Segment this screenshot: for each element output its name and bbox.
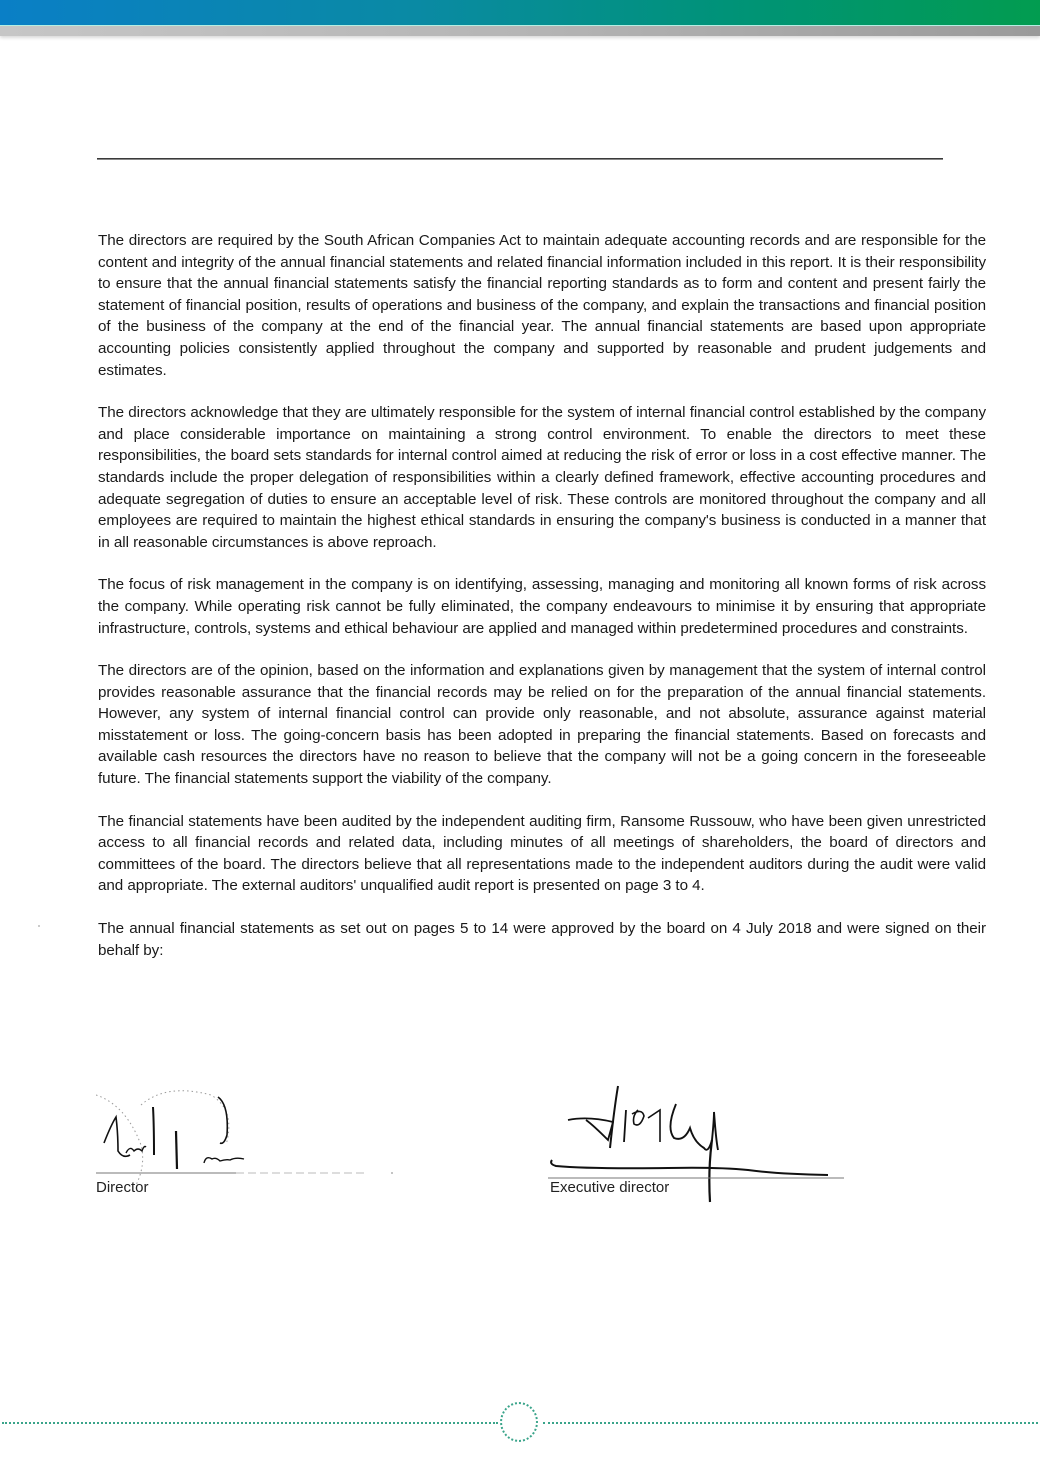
footer-ring-icon [500,1402,538,1442]
signature-block-executive-director [548,1080,848,1210]
paragraph-going-concern: The directors are of the opinion, based on the information and explanations given by management that the system of internal control provides reasonable assurance that the financial records may be relied on for the preparation of the annual financial statements. However, any system of internal financial control can provide only reasonable, and not absolute, assurance against material misstatement or loss. The going-concern basis has been adopted in preparing the financial statements. Based on forecasts and available cash resources the directors have no reason to believe that the company will not be a going concern in the foreseeable future. The financial statements support the viability of the company. [98,662,986,788]
footer-dotted-line-left [2,1422,498,1424]
scan-artifact-dot [38,925,40,927]
document-body [98,230,986,982]
signature-block-director [96,1085,401,1200]
paragraph-risk-management: The focus of risk management in the company is on identifying, assessing, managing and monitoring all known forms of risk across the company. While operating risk cannot be fully eliminated, the company endeavours to minimise it by ensuring that appropriate infrastructure, controls, systems and ethical behaviour are applied and managed within predetermined procedures and constraints. [98,576,986,637]
signature-director-icon [96,1085,401,1185]
signature-caption-executive-director: Executive director [550,1179,670,1196]
paragraph-audit: The financial statements have been audited by the independent auditing firm, Ransome Russouw, who have been given unrestricted access to all financial records and related data, including minutes of all meetings of shareholders, the board of directors and committees of the board. The directors believe that all representations made to the independent auditors during the audit were valid and appropriate. The external auditors' unqualified audit report is presented on page 3 to 4. [98,812,986,895]
paragraph-responsibility: The directors are required by the South African Companies Act to maintain adequate accounting records and are responsible for the content and integrity of the annual financial statements and related financial information included in this report. It is their responsibility to ensure that the annual financial statements satisfy the financial reporting standards as to form and content and present fairly the statement of financial position, results of operations and business of the company, and explain the transactions and financial position of the business of the company at the end of the financial year. The annual financial statements are based upon appropriate accounting policies consistently applied throughout the company and supported by reasonable and prudent judgements and estimates. [98,232,986,379]
footer-dotted-line-right [543,1422,1038,1424]
title-rule [97,158,943,160]
header-grey-bar [0,26,1040,36]
paragraph-internal-control: The directors acknowledge that they are ultimately responsible for the system of internal financial control established by the company and place considerable importance on maintaining a strong control environment. To enable the directors to meet these responsibilities, the board sets standards for internal control aimed at reducing the risk of error or loss in a cost effective manner. The standards include the proper delegation of responsibilities within a clearly defined framework, effective accounting procedures and adequate segregation of duties to ensure an acceptable level of risk. These controls are monitored throughout the company and all employees are required to maintain the highest ethical standards in ensuring the company's business is conducted in a manner that in all reasonable circumstances is above reproach. [98,404,986,551]
signature-caption-director: Director [96,1179,149,1196]
paragraph-approval: The annual financial statements as set out on pages 5 to 14 were approved by the board on 4 July 2018 and were signed on their behalf by: [98,920,986,959]
header-gradient-band [0,0,1040,25]
